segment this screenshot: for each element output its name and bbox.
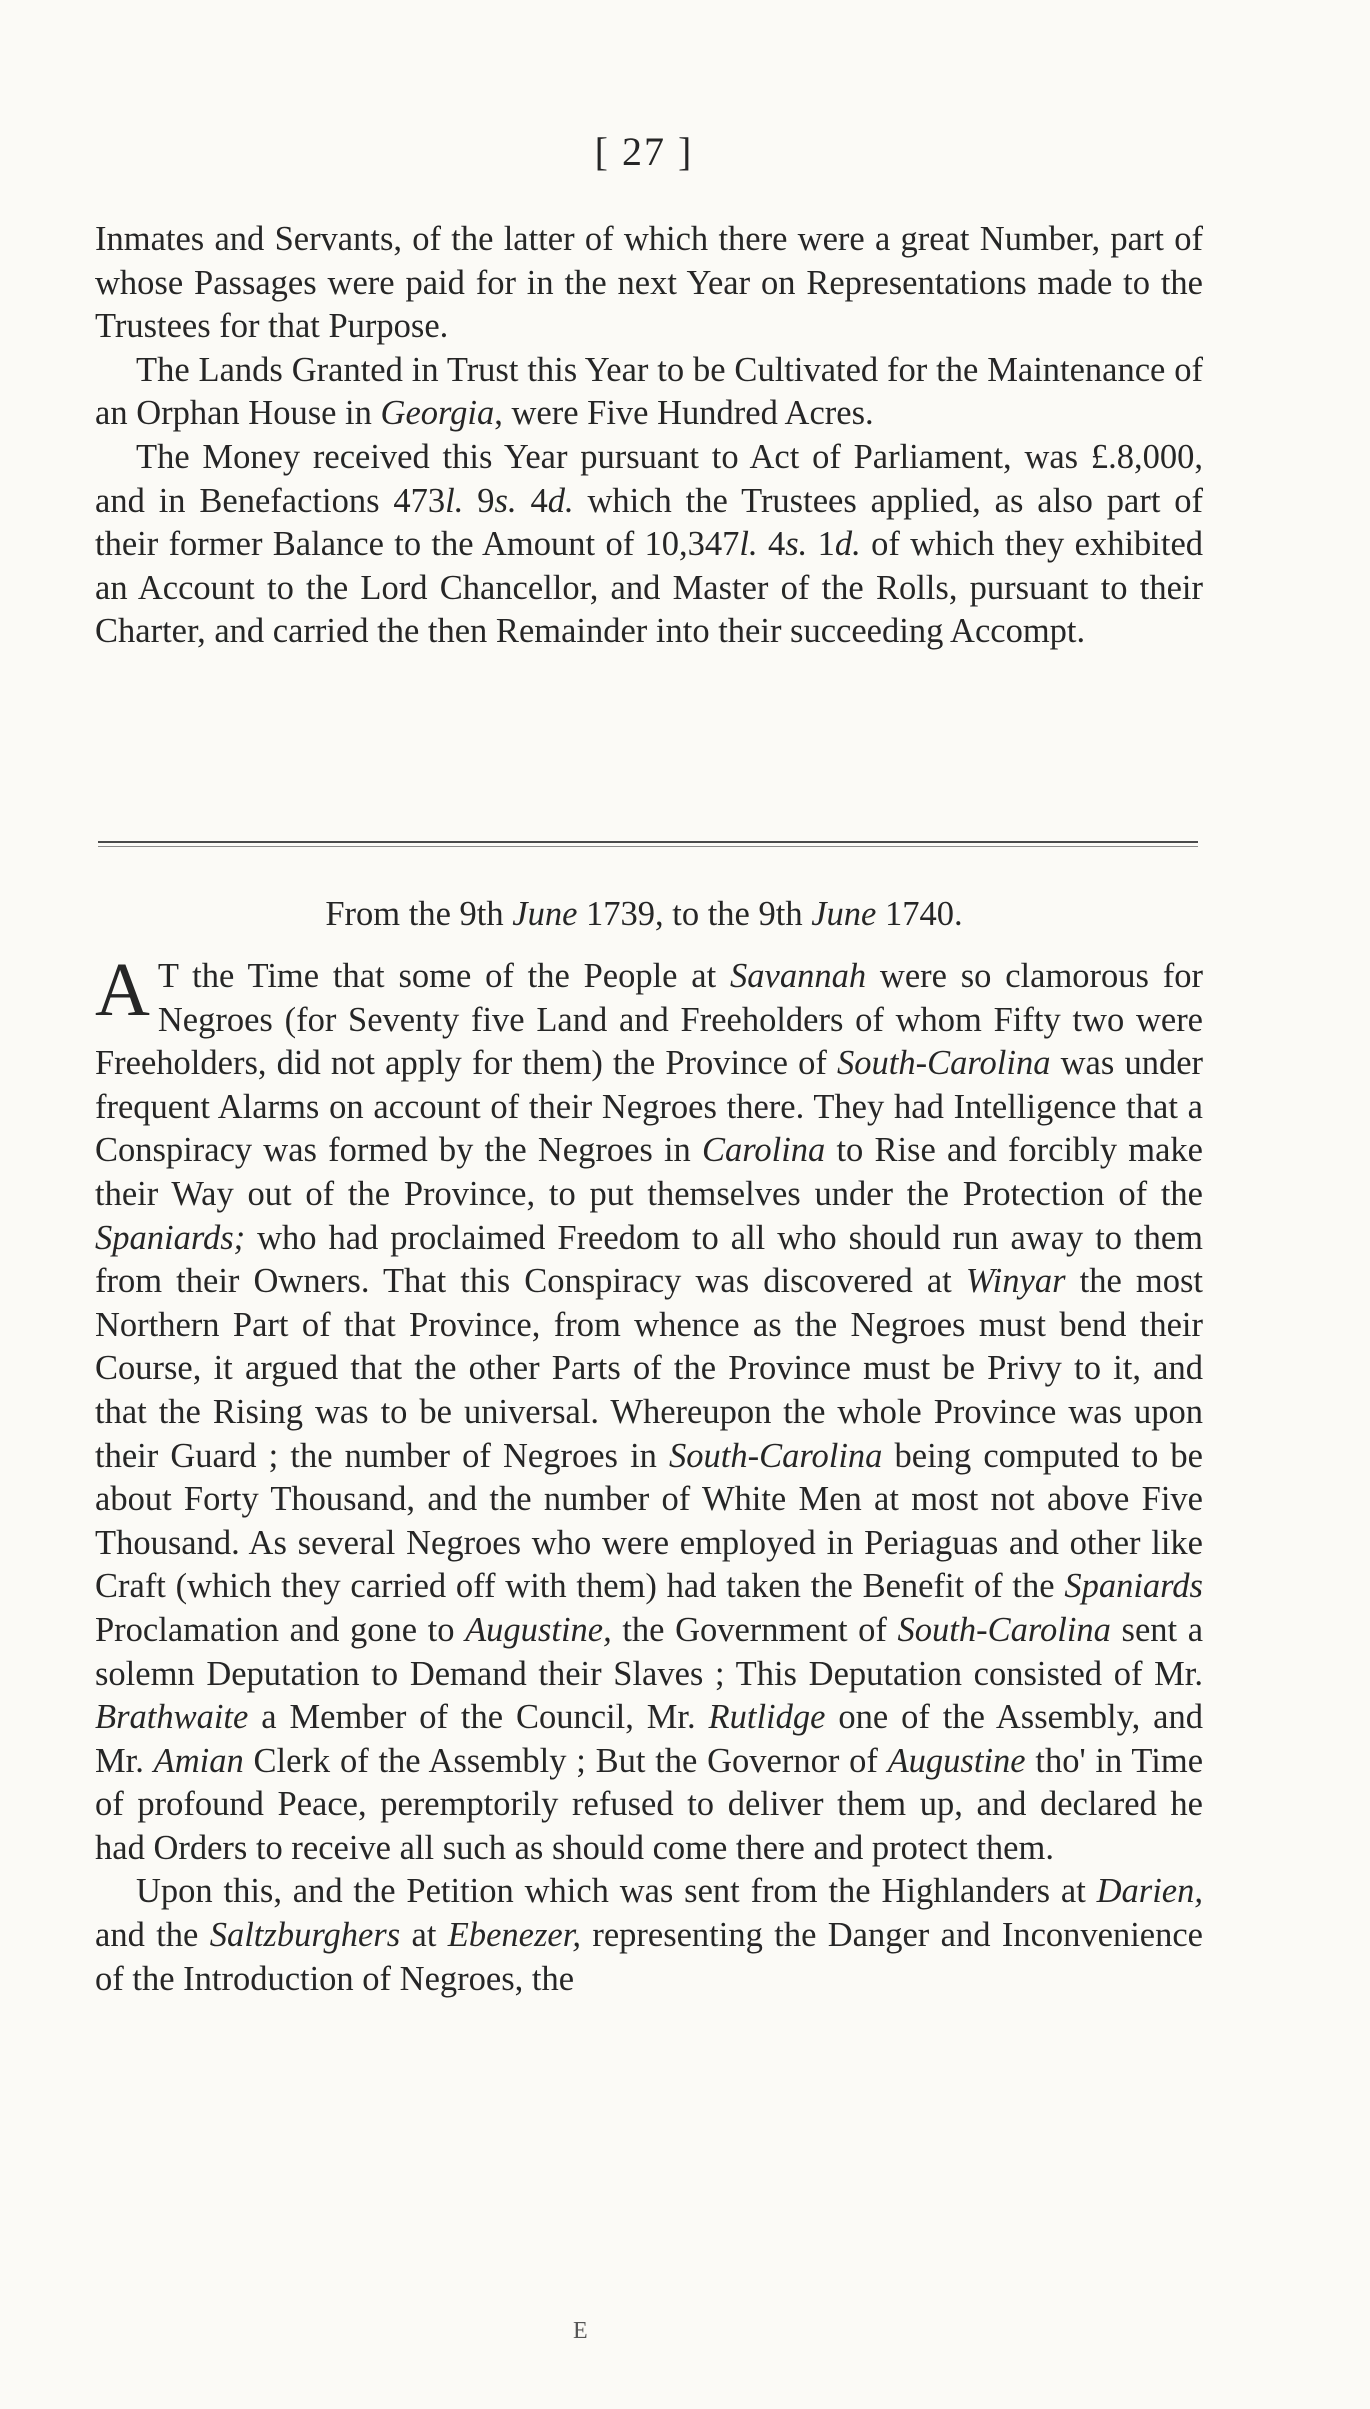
main-text-block — [95, 948, 1204, 2001]
paragraph-inmates: Inmates and Servants, of the latter of which there were a great Number, part of whose Passages were paid for in the next Year on Representations made to the Trustees for that Purpose. — [95, 220, 1203, 346]
section-heading: From the 9th June 1739, to the 9th June 1740. — [325, 895, 963, 933]
paragraph-highlanders-petition: Upon this, and the Petition which was sent from the Highlanders at Darien, and the Saltzburghers at Ebenezer, representing the Danger and Inconvenience of the Introduction of Negroes, the — [95, 1872, 1203, 1998]
page-number: [ 27 ] — [594, 129, 694, 174]
drop-cap: A — [95, 948, 150, 1032]
section-divider — [98, 841, 1198, 843]
paragraph-money-received: The Money received this Year pursuant to Act of Parliament, was £.8,000, and in Benefactions 473l. 9s. 4d. which the Trustees applied, as also part of their former Balance to the Amount of 10,347l. 4s. 1d. of which they exhibited an Account to the Lord Chancellor, and Master of the Rolls, pursuant to their Charter, and carried the then Remainder into their succeeding Accompt. — [95, 437, 1204, 651]
catchword: E — [573, 2318, 589, 2344]
paragraph-conspiracy: A T the Time that some of the People at Savannah were so clamorous for Negroes (for Seventy five Land and Freeholders of whom Fifty two were Freeholders, did not apply for them) the Province of South-Carolina was under frequent Alarms on account of their Negroes there. They had Intelligence that a Conspiracy was formed by the Negroes in Carolina to Rise and forcibly make their Way out of the Province, to put themselves under the Protection of the Spaniards; who had proclaimed Freedom to all who should run away to them from their Owners. That this Conspiracy was discovered at Winyar the most Northern Part of that Province, from whence as the Negroes must bend their Course, it argued that the other Parts of the Province must be Privy to it, and that the Rising was to be universal. Whereupon the whole Province was upon their Guard ; the number of Negroes in South-Carolina being computed to be about Forty Thousand, and the number of White Men at most not above Five Thousand. As several Negroes who were employed in Periaguas and other like Craft (which they carried off with them) had taken the Benefit of the Spaniards Proclamation and gone to Augustine, the Government of South-Carolina sent a solemn Deputation to Demand their Slaves ; This Deputation consisted of Mr. Brathwaite a Member of the Council, Mr. Rutlidge one of the Assembly, and Mr. Amian Clerk of the Assembly ; But the Governor of Augustine tho' in Time of profound Peace, peremptorily refused to deliver them up, and declared he had Orders to receive all such as should come there and protect them. — [95, 948, 1204, 1867]
paragraph-orphan-house: The Lands Granted in Trust this Year to be Cultivated for the Maintenance of an Orphan House in Georgia, were Five Hundred Acres. — [95, 350, 1203, 433]
top-text-block — [95, 218, 1203, 654]
